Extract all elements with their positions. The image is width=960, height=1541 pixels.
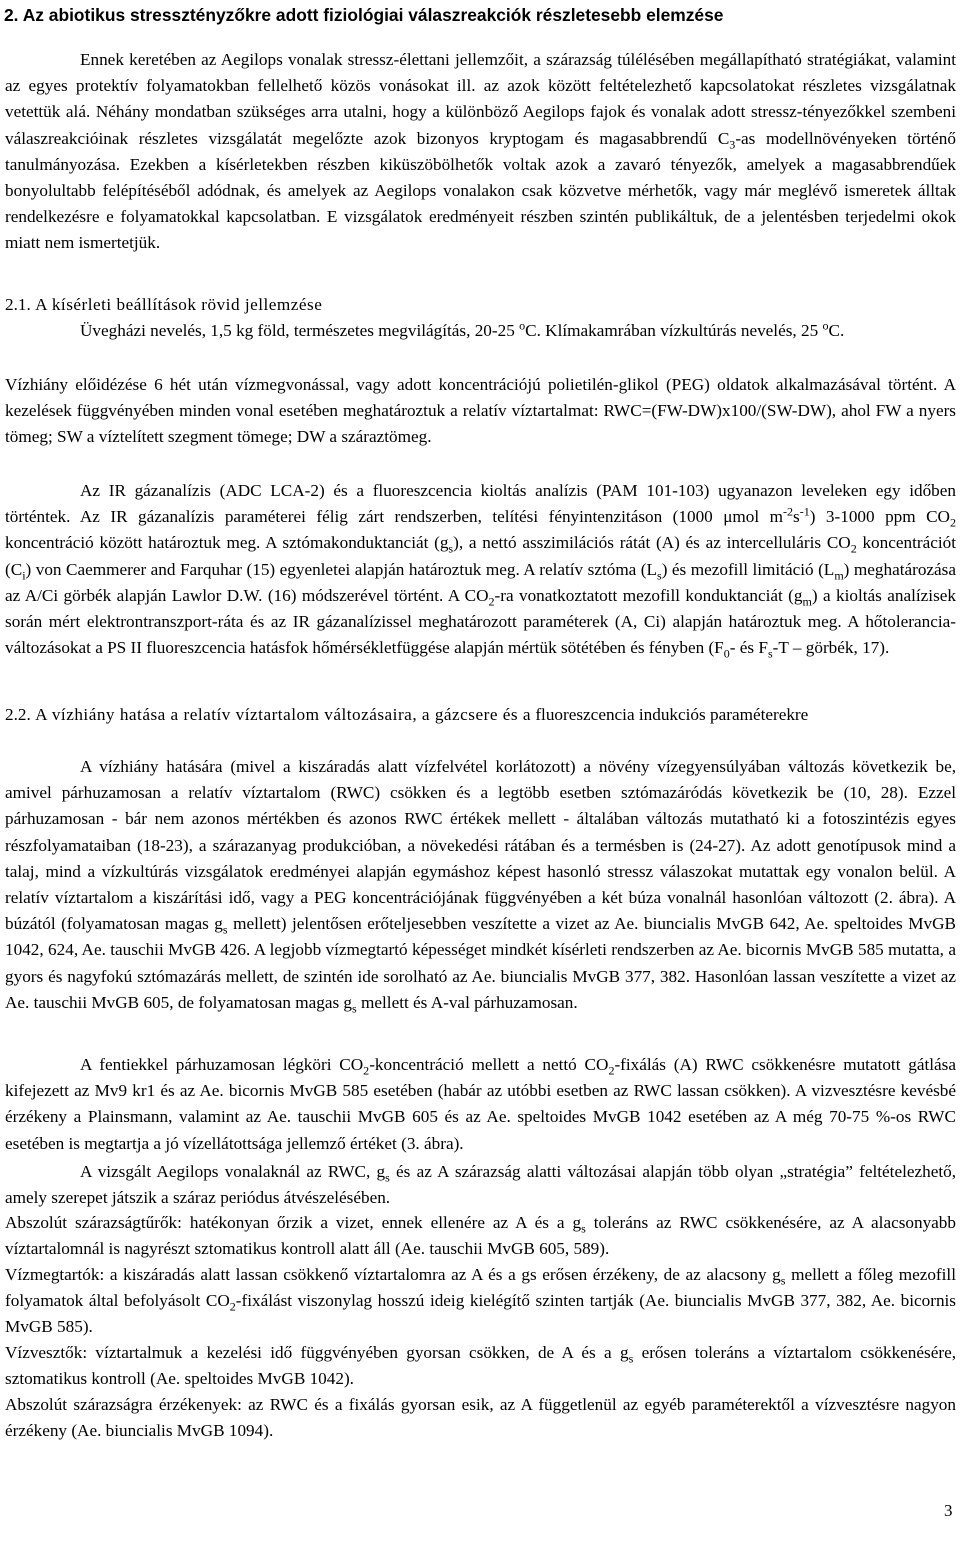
s22-paragraph-2: A fentiekkel párhuzamosan légköri $CO_2$-koncentráció mellett a nettó $CO_2$-fixálás (A) RWC csökkenésre mutatott gátlása kifejezett az Mv9 kr1 és az Ae. bicornis MvGB 585 esetében (habár az utóbbi esetben az RWC lassan csökken). A vizvesztésre kevésbé érzékeny a Plainsmann, valamint az Ae. tauschii MvGB 605 és az Ae. speltoides MvGB 1042 esetében az A még 70-75 %-os RWC esetében is megtartja a jó vízellátottsága jellemző értéket (3. ábra). xyxy=(5,1055,956,1153)
s22-paragraph-1: A vízhiány hatására (mivel a kiszáradás alatt vízfelvétel korlátozott) a növény vízegyensúlyában változás következik be, amivel párhuzamosan a relatív víztartalom (RWC) csökken és a legtöbb esetben sztómazáródás következik be (10, 28). Ezzel párhuzamosan - bár nem azonos mértékben és azonos RWC értékek mellett - általában változás mutatható ki a fotoszintézis egyes részfolyamataiban (18-23), a szárazanyag produkcióban, a növekedési rátában és a termésben is (24-27). Az adott genotípusok mind a talaj, mind a vízkultúrás vizsgálatok eredményei alapján egymáshoz képest hasonló stressz válaszokat mutattak egy vonalon belül. A relatív víztartalom a kiszárítási idő, vagy a PEG koncentrációjának függvényében a két búza vonalnál hasonlóan változott (2. ábra). A búzától (folyamatosan magas $g_s$ mellett) jelentősen erőteljesebben veszítette a vizet az Ae. biuncialis MvGB 642, Ae. speltoides MvGB 1042, 624, Ae. tauschii MvGB 426. A legjobb vízmegtartó képességet mindkét kísérleti rendszerben az Ae. bicornis MvGB 585 mutatta, a gyors és nagyfokú sztómazárás mellett, de szintén ide sorolható az Ae. biuncialis MvGB 377, 382. Hasonlóan lassan veszítette a vizet az Ae. tauschii MvGB 605, de folyamatosan magas $g_s$ mellett és A-val párhuzamosan. xyxy=(5,757,956,1016)
strategy-water-retainers: Vízmegtartók: a kiszáradás alatt lassan csökkenő víztartalomra az A és a gs erősen érzékeny, de az alacsony $g_s$ mellett a főleg mezofill folyamatok által befolyásolt $CO_2$-fixálást viszonylag hosszú ideig kielégítő szinten tartják (Ae. biuncialis MvGB 377, 382, Ae. bicornis MvGB 585). xyxy=(5,1265,956,1337)
s21-paragraph-1: Üvegházi nevelés, 1,5 kg föld, természetes megvilágítás, 20-25 $^o$C. Klímakamrában vízkultúrás nevelés, 25 $^o$C. xyxy=(80,318,845,340)
s21-paragraph-3: Az IR gázanalízis (ADC LCA-2) és a fluoreszcencia kioltás analízis (PAM 101-103) ugyanazon leveleken egy időben történtek. Az IR gázanalízis paraméterei félig zárt rendszerben, telítési fényintenzitáson (1000 μmol $m^{-2}s^{-1}$) 3-1000 ppm $CO_2$ koncentráció között határoztuk meg. A sztómakonduktanciát $(g_s)$, a nettó asszimilációs rátát (A) és az intercelluláris $CO_2$ koncentrációt $(C_i)$ von Caemmerer and Farquhar (15) egyenletei alapján határoztuk meg. A relatív sztóma $(L_s)$ és mezofill limitáció $(L_m)$ meghatározása az A/Ci görbék alapján Lawlor D.W. (16) módszerével történt. A $CO_2-ra$ vonatkoztatott mezofill konduktanciát $(g_m)$ a kioltás analízisek során mért elektrontranszport-ráta és az IR gázanalízissel meghatározott paraméterek (A, Ci) alapján határoztuk meg. A hőtolerancia-változásokat a PS II fluoreszcencia hatásfok hőmérsékletfüggése alapján mértük sötétében és fényben ($F_0-$ és $F_s-T$ – görbék, 17). xyxy=(5,481,956,661)
s21-paragraph-2: Vízhiány előidézése 6 hét után vízmegvonással, vagy adott koncentrációjú polietilén-glikol (PEG) oldatok alkalmazásával történt. A kezelések függvényében minden vonal esetében meghatároztuk a relatív víztartalmat: RWC=(FW-DW)x100/(SW-DW), ahol FW a nyers tömeg; SW a víztelített szegment tömege; DW a száraztömeg. xyxy=(5,375,957,447)
strategy-absolute-sensitive: Abszolút szárazságra érzékenyek: az RWC és a fixálás gyorsan esik, az A függetlenül az egyéb paraméterektől a vízvesztésre nagyon érzékeny (Ae. biuncialis MvGB 1094). xyxy=(5,1395,956,1441)
intro-paragraph: Ennek keretében az Aegilops vonalak stressz-élettani jellemzőit, a szárazság túlélésében megállapítható stratégiákat, valamint az egyes protektív folyamatokban fellelhető közös vonásokat ill. az azok között feltételezhető kapcsolatokat részletes vizsgálatnak vetettük alá. Néhány mondatban szükséges arra utalni, hogy a különböző Aegilops fajok és vonalak adott stressz-tényezőkkel szembeni válaszreakcióinak részletes vizsgálatát megelőzte azok bizonyos kryptogam és magasabbrendű $C_3-as$ modellnövényeken történő tanulmányozása. Ezekben a kísérletekben részben kiküszöbölhetők voltak azok a zavaró tényezők, amelyek a magasabbrendűek bonyolultabb felépítéséből adódnak, és amelyek az Aegilops vonalakon csak közvetve mérhetők, vagy már meglévő ismeretek álltak rendelkezésre e folyamatokkal kapcsolatban. E vizsgálatok eredményeit részben szintén publikáltuk, de a jelentésben terjedelmi okok miatt nem ismertetjük. xyxy=(5,50,956,253)
subsection-2-2-heading: 2.2. A vízhiány hatása a relatív víztartalom változásaira, a gázcsere és a fluoreszcencia indukciós paraméterekre xyxy=(5,705,809,724)
strategy-water-losers: Vízvesztők: víztartalmuk a kezelési idő függvényében gyorsan csökken, de A és a $g_s$ erősen toleráns a víztartalom csökkenésére, sztomatikus kontroll (Ae. speltoides MvGB 1042). xyxy=(5,1343,956,1389)
page-number: 3 xyxy=(944,1501,953,1520)
strategy-absolute-tolerant: Abszolút szárazságtűrők: hatékonyan őrzik a vizet, ennek ellenére az A és a $g_s$ toleráns az RWC csökkenésére, az A alacsonyabb víztartalomnál is nagyrészt sztomatikus kontroll alatt áll (Ae. tauschii MvGB 605, 589). xyxy=(5,1213,956,1259)
s22-paragraph-3: A vizsgált Aegilops vonalaknál az RWC, $g_s$ és az A szárazság alatti változásai alapján több olyan „stratégia” feltételezhető, amely szerepet játszik a száraz periódus átvészelésében. xyxy=(5,1162,956,1208)
subsection-2-1-heading: 2.1. A kísérleti beállítások rövid jellemzése xyxy=(5,295,323,314)
section-heading: 2. Az abiotikus stressztényzőkre adott fiziológiai válaszreakciók részletesebb elemzése xyxy=(4,5,724,25)
